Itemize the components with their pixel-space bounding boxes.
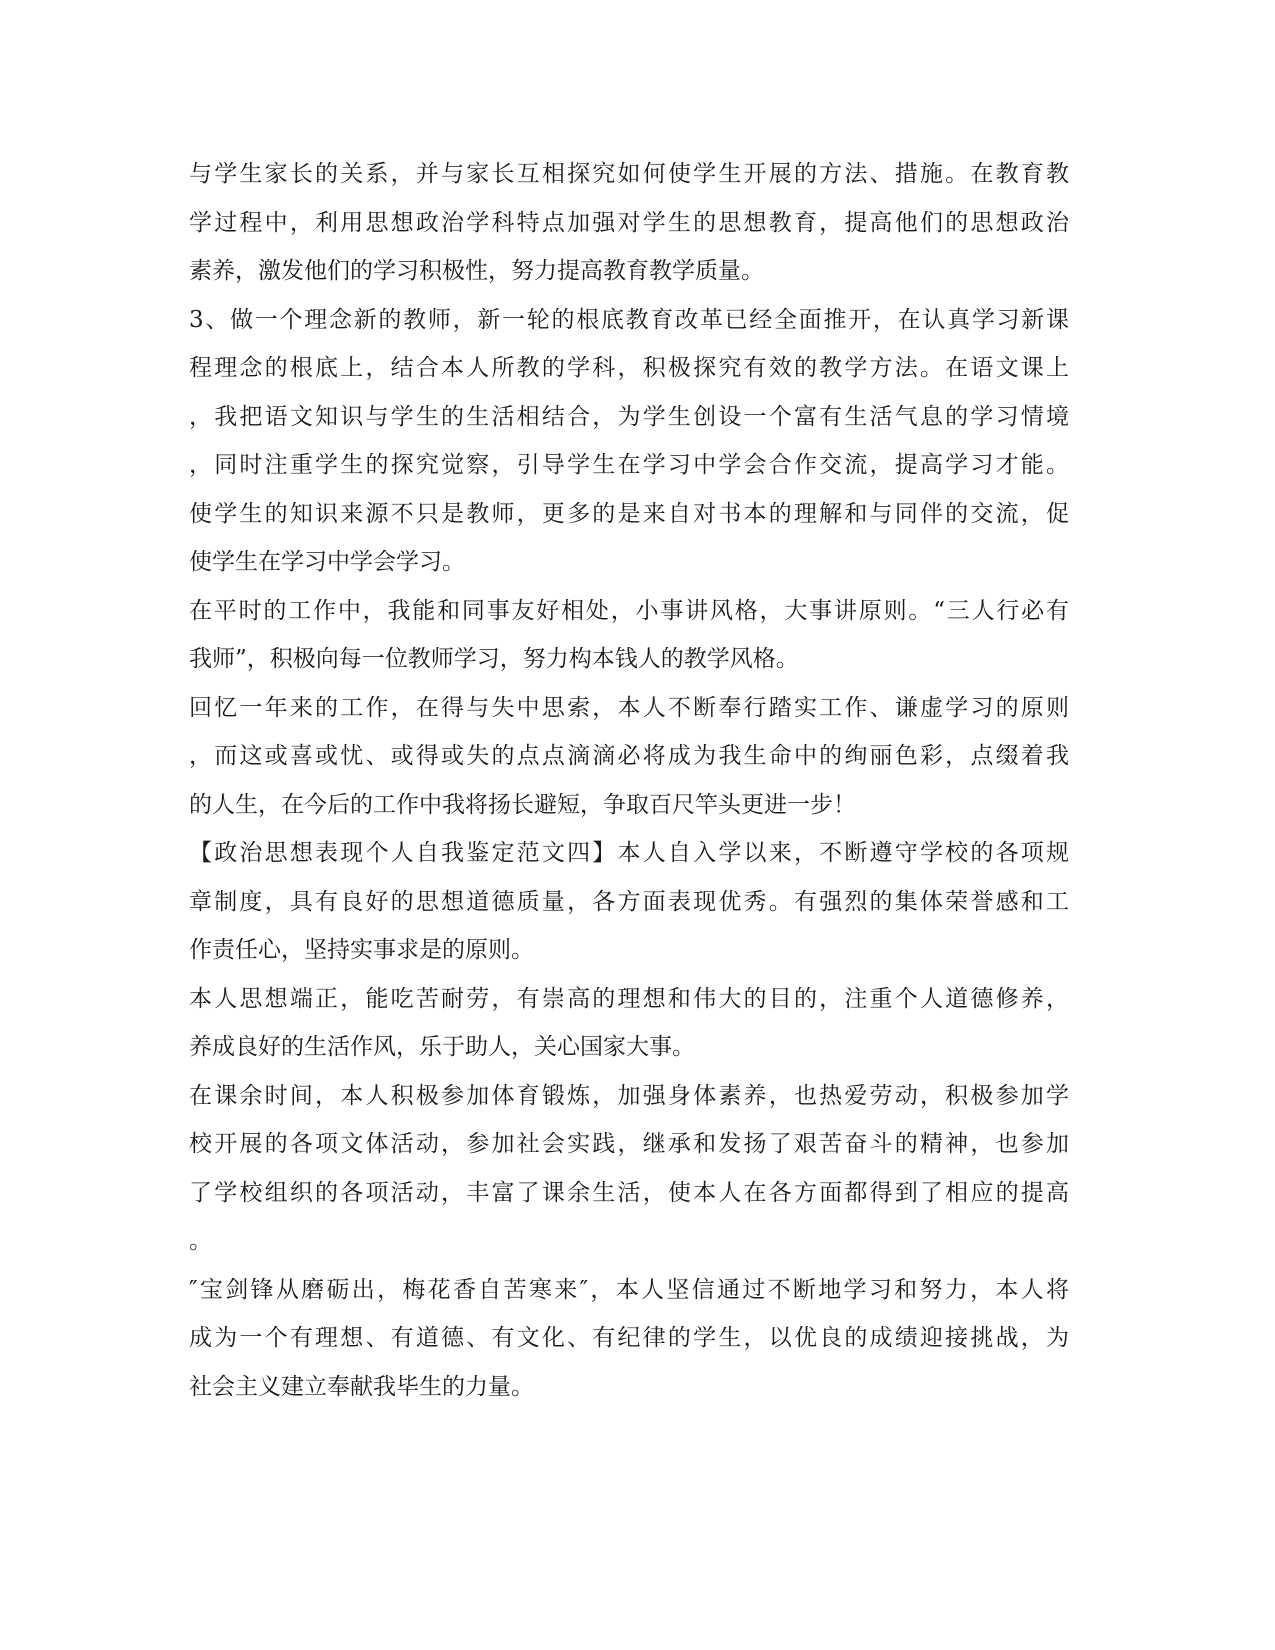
text-line: 在平时的工作中，我能和同事友好相处，小事讲风格，大事讲原则。“三人行必有 — [189, 597, 1069, 624]
text-line: 本人思想端正，能吃苦耐劳，有崇高的理想和伟大的目的，注重个人道德修养， — [189, 985, 1069, 1012]
text-line: 章制度，具有良好的思想道德质量，各方面表现优秀。有强烈的集体荣誉感和工 — [189, 888, 1069, 915]
text-line: ，而这或喜或忧、或得或失的点点滴滴必将成为我生命中的绚丽色彩，点缀着我 — [189, 743, 1069, 769]
text-line: 社会主义建立奉献我毕生的力量。 — [189, 1373, 534, 1400]
text-line: 与学生家长的关系，并与家长互相探究如何使学生开展的方法、措施。在教育教 — [189, 161, 1069, 187]
text-line: 回忆一年来的工作，在得与失中思索，本人不断奉行踏实工作、谦虚学习的原则 — [189, 694, 1069, 721]
text-line: 作责任心，坚持实事求是的原则。 — [189, 937, 534, 963]
text-line: 我师”，积极向每一位教师学习，努力构本钱人的教学风格。 — [189, 646, 799, 672]
text-line: 在课余时间，本人积极参加体育锻炼，加强身体素养，也热爱劳动，积极参加学 — [189, 1082, 1069, 1109]
text-line: 素养，激发他们的学习积极性，努力提高教育教学质量。 — [189, 258, 764, 284]
text-line: 成为一个有理想、有道德、有文化、有纪律的学生，以优良的成绩迎接挑战，为 — [189, 1325, 1069, 1351]
text-line: 使学生的知识来源不只是教师，更多的是来自对书本的理解和与同伴的交流，促 — [189, 500, 1069, 527]
text-line: ，我把语文知识与学生的生活相结合，为学生创设一个富有生活气息的学习情境 — [189, 403, 1069, 430]
text-line: 学过程中，利用思想政治学科特点加强对学生的思想教育，提高他们的思想政治 — [189, 209, 1069, 236]
text-line: 【政治思想表现个人自我鉴定范文四】本人自入学以来，不断遵守学校的各项规 — [189, 840, 1069, 866]
text-line: 使学生在学习中学会学习。 — [189, 549, 465, 575]
document-body-text — [189, 150, 1069, 1411]
text-line: 的人生，在今后的工作中我将扬长避短，争取百尺竿头更进一步！ — [189, 791, 856, 818]
text-line: 程理念的根底上，结合本人所教的学科，积极探究有效的教学方法。在语文课上 — [189, 355, 1069, 381]
text-line: ，同时注重学生的探究觉察，引导学生在学习中学会合作交流，提高学习才能。 — [189, 452, 1069, 478]
text-line: 养成良好的生活作风，乐于助人，关心国家大事。 — [189, 1034, 695, 1060]
text-line: 了学校组织的各项活动，丰富了课余生活，使本人在各方面都得到了相应的提高 — [189, 1179, 1069, 1206]
text-line: 校开展的各项文体活动，参加社会实践，继承和发扬了艰苦奋斗的精神，也参加 — [189, 1131, 1069, 1157]
text-line: ″宝剑锋从磨砺出，梅花香自苦寒来″，本人坚信通过不断地学习和努力，本人将 — [189, 1276, 1069, 1303]
text-line: 3、做一个理念新的教师，新一轮的根底教育改革已经全面推开，在认真学习新课 — [189, 306, 1069, 333]
text-line: 。 — [189, 1228, 212, 1254]
